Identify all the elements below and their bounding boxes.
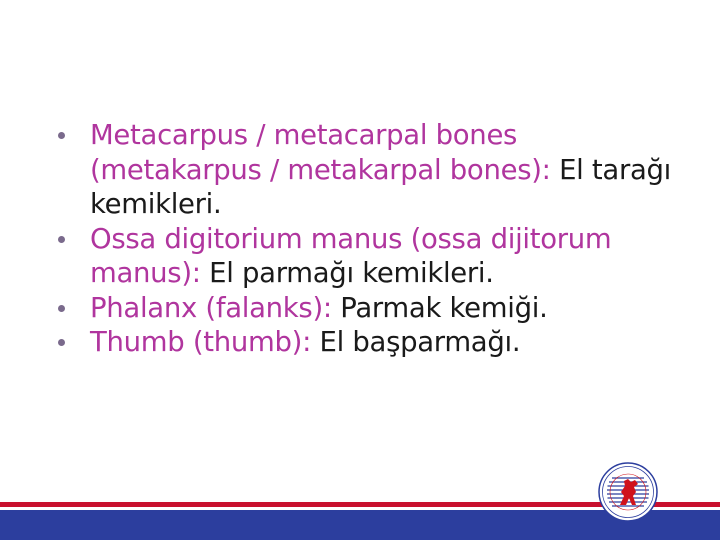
bullet-dot-icon bbox=[58, 339, 65, 346]
university-seal-icon bbox=[598, 462, 658, 522]
bullet-meaning: Parmak kemiği. bbox=[340, 291, 548, 324]
bullet-item-thumb bbox=[52, 325, 692, 360]
bullet-list bbox=[52, 118, 692, 360]
bullet-term: Ossa digitorium manus (ossa dijitorum manus): bbox=[90, 222, 612, 289]
bullet-item-metacarpus bbox=[52, 118, 692, 222]
bullet-term: Thumb (thumb): bbox=[90, 326, 320, 358]
bullet-dot-icon bbox=[58, 305, 65, 312]
bullet-meaning: El parmağı kemikleri. bbox=[209, 257, 494, 289]
bullet-term: Metacarpus / metacarpal bones (metakarpus / metakarpal bones): bbox=[90, 119, 560, 186]
bullet-item-phalanx bbox=[52, 291, 692, 326]
bullet-item-ossa-digitorium bbox=[52, 222, 692, 291]
bullet-meaning: El başparmağı. bbox=[319, 326, 521, 358]
bullet-dot-icon bbox=[58, 236, 65, 243]
bullet-term: Phalanx (falanks): bbox=[90, 291, 341, 324]
bullet-dot-icon bbox=[58, 132, 65, 139]
bullet-meaning: El tarağı kemikleri. bbox=[90, 153, 672, 220]
